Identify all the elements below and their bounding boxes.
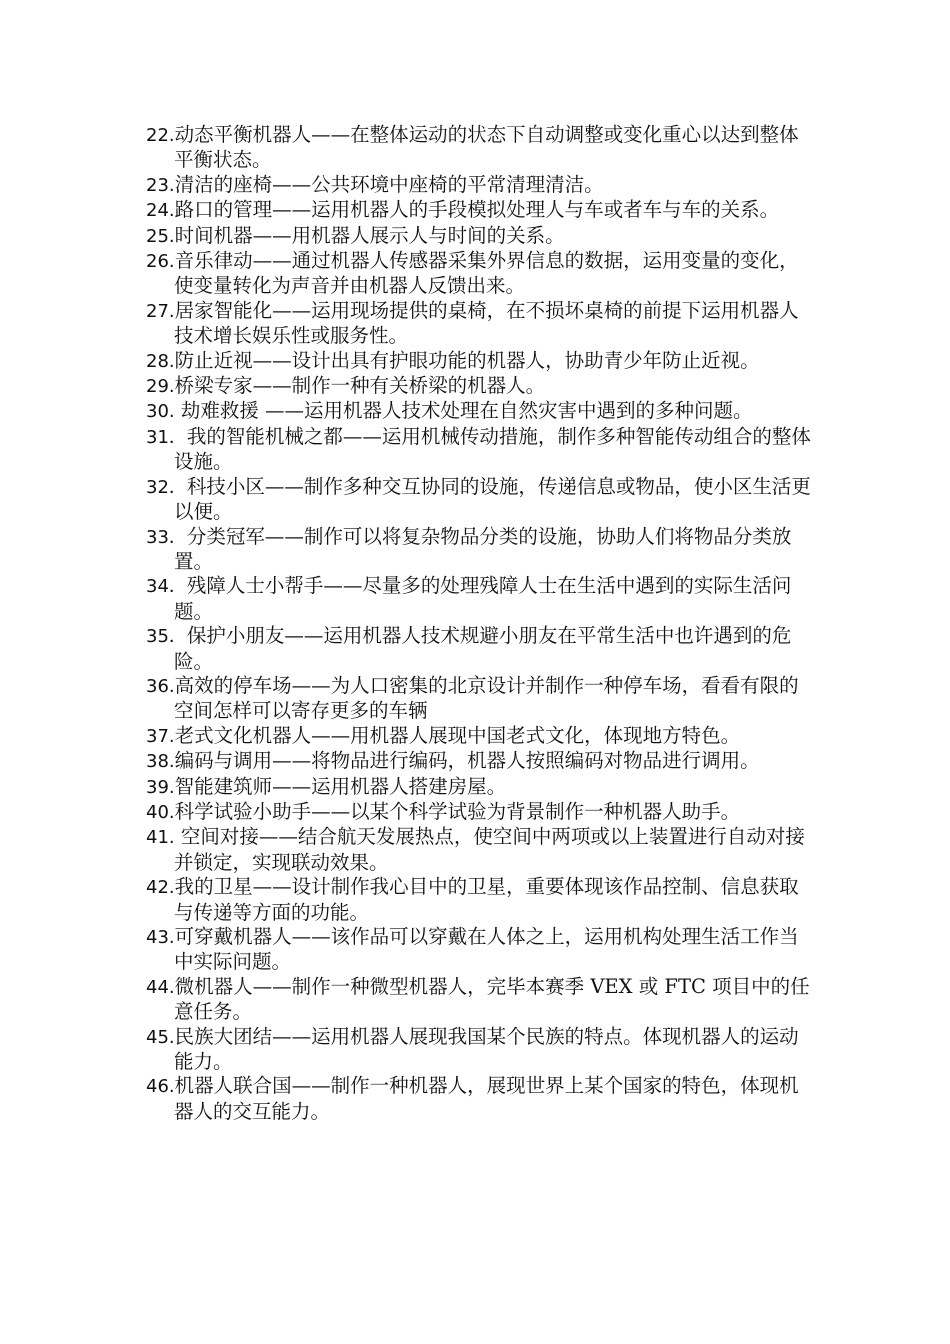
list-item bbox=[146, 674, 816, 724]
item-number: 29. bbox=[146, 376, 175, 398]
list-item bbox=[146, 624, 816, 674]
item-number: 45. bbox=[146, 1026, 175, 1048]
list-item bbox=[146, 775, 816, 800]
item-number: 34． bbox=[146, 576, 187, 598]
item-text: 劫难救援 ——运用机器人技术处理在自然灾害中遇到的多种问题。 bbox=[174, 399, 753, 423]
item-number: 38. bbox=[146, 751, 175, 773]
list-item bbox=[146, 574, 816, 624]
item-number: 46. bbox=[146, 1076, 175, 1098]
item-number: 32． bbox=[146, 476, 187, 498]
topic-list bbox=[146, 123, 816, 1124]
item-number: 26. bbox=[146, 251, 175, 273]
item-text: 居家智能化——运用现场提供的桌椅，在不损坏桌椅的前提下运用机器人技术增长娱乐性或服务性。 bbox=[174, 298, 799, 348]
item-number: 31． bbox=[146, 426, 187, 448]
item-number: 30. bbox=[146, 401, 175, 423]
item-number: 24. bbox=[146, 200, 175, 222]
item-text: 编码与调用——将物品进行编码，机器人按照编码对物品进行调用。 bbox=[174, 749, 760, 773]
item-number: 36. bbox=[146, 675, 175, 697]
item-number: 44. bbox=[146, 976, 175, 998]
item-number: 37. bbox=[146, 725, 175, 747]
item-number: 42. bbox=[146, 877, 175, 899]
list-item bbox=[146, 1025, 816, 1075]
item-text: 可穿戴机器人——该作品可以穿戴在人体之上，运用机构处理生活工作当中实际问题。 bbox=[174, 925, 799, 974]
list-item bbox=[146, 475, 816, 525]
item-text: 残障人士小帮手——尽量多的处理残障人士在生活中遇到的实际生活问题。 bbox=[174, 574, 792, 623]
item-text: 路口的管理——运用机器人的手段模拟处理人与车或者车与车的关系。 bbox=[174, 198, 780, 222]
list-item bbox=[146, 749, 816, 774]
item-text: 老式文化机器人——用机器人展现中国老式文化，体现地方特色。 bbox=[174, 723, 741, 747]
list-item bbox=[146, 825, 816, 875]
list-item bbox=[146, 975, 816, 1025]
item-text: 科学试验小助手——以某个科学试验为背景制作一种机器人助手。 bbox=[174, 799, 741, 823]
list-item bbox=[146, 925, 816, 975]
item-number: 39. bbox=[146, 776, 175, 798]
list-item bbox=[146, 875, 816, 925]
list-item bbox=[146, 399, 816, 424]
item-number: 25. bbox=[146, 225, 175, 247]
list-item bbox=[146, 374, 816, 399]
item-text: 清洁的座椅——公共环境中座椅的平常清理清洁。 bbox=[174, 172, 604, 196]
item-text: 高效的停车场——为人口密集的北京设计并制作一种停车场，看看有限的空间怎样可以寄存更多的车辆 bbox=[174, 673, 799, 723]
list-item bbox=[146, 173, 816, 198]
item-number: 28. bbox=[146, 350, 175, 372]
item-text: 音乐律动——通过机器人传感器采集外界信息的数据，运用变量的变化，使变量转化为声音并由机器人反馈出来。 bbox=[174, 249, 799, 298]
list-item bbox=[146, 1074, 816, 1124]
item-number: 27. bbox=[146, 300, 175, 322]
item-text: 防止近视——设计出具有护眼功能的机器人，协助青少年防止近视。 bbox=[174, 348, 760, 372]
item-number: 40. bbox=[146, 801, 175, 823]
list-item bbox=[146, 349, 816, 374]
item-text: 智能建筑师——运用机器人搭建房屋。 bbox=[174, 774, 507, 798]
item-text: 我的智能机械之都——运用机械传动措施，制作多种智能传动组合的整体设施。 bbox=[174, 424, 811, 474]
item-number: 23. bbox=[146, 174, 175, 196]
item-number: 43. bbox=[146, 927, 175, 948]
item-number: 22. bbox=[146, 125, 175, 146]
list-item bbox=[146, 299, 816, 349]
list-item bbox=[146, 800, 816, 825]
list-item bbox=[146, 525, 816, 575]
item-text: 科技小区——制作多种交互协同的设施，传递信息或物品，使小区生活更以便。 bbox=[174, 474, 811, 524]
item-text: 我的卫星——设计制作我心目中的卫星，重要体现该作品控制、信息获取与传递等方面的功能。 bbox=[174, 875, 799, 924]
list-item bbox=[146, 123, 816, 173]
item-text: 动态平衡机器人——在整体运动的状态下自动调整或变化重心以达到整体平衡状态。 bbox=[174, 123, 799, 172]
item-text: 桥梁专家——制作一种有关桥梁的机器人。 bbox=[174, 374, 546, 398]
item-number: 35． bbox=[146, 626, 187, 648]
list-item bbox=[146, 724, 816, 749]
item-number: 33． bbox=[146, 526, 187, 548]
item-text: 微机器人——制作一种微型机器人，完毕本赛季 VEX 或 FTC 项目中的任意任务。 bbox=[174, 974, 810, 1024]
item-text: 时间机器——用机器人展示人与时间的关系。 bbox=[174, 223, 565, 247]
item-text: 分类冠军——制作可以将复杂物品分类的设施，协助人们将物品分类放置。 bbox=[174, 524, 792, 573]
item-text: 机器人联合国——制作一种机器人，展现世界上某个国家的特色，体现机器人的交互能力。 bbox=[174, 1074, 799, 1123]
item-text: 保护小朋友——运用机器人技术规避小朋友在平常生活中也许遇到的危险。 bbox=[174, 624, 792, 673]
list-item bbox=[146, 224, 816, 249]
item-number: 41. bbox=[146, 827, 175, 849]
list-item bbox=[146, 425, 816, 475]
item-text: 空间对接——结合航天发展热点，使空间中两项或以上装置进行自动对接并锁定，实现联动效果。 bbox=[174, 825, 805, 874]
list-item bbox=[146, 249, 816, 299]
item-text: 民族大团结——运用机器人展现我国某个民族的特点。体现机器人的运动能力。 bbox=[174, 1024, 799, 1074]
list-item bbox=[146, 198, 816, 223]
